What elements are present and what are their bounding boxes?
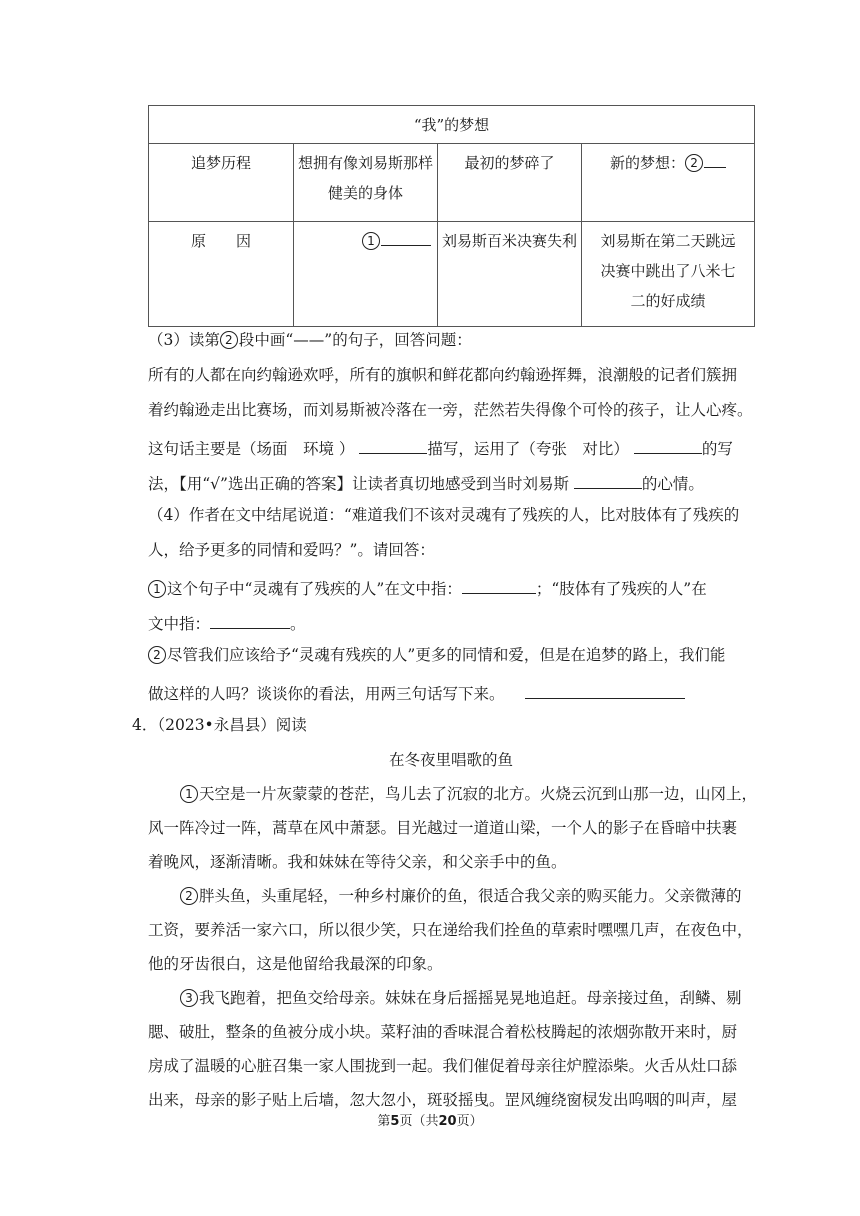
answer-blank[interactable] <box>210 610 290 629</box>
passage-line: 着晚风，逐渐清晰。我和妹妹在等待父亲，和父亲手中的鱼。 <box>148 853 567 871</box>
q3-text: 法，【用“√”选出正确的答案】让读者真切地感受到当时刘易斯 <box>148 475 569 493</box>
cell-text: 决赛中跳出了八米七 <box>600 262 736 280</box>
q3-fill-line <box>148 435 754 459</box>
q3-text: 描写，运用了（夸张 对比） <box>427 440 629 458</box>
q4-text: 文中指： <box>148 615 211 633</box>
passage-line: 风一阵冷过一阵，蒿草在风中萧瑟。目光越过一道道山梁，一个人的影子在昏暗中扶裹 <box>148 819 738 837</box>
page-total: 20 <box>438 1114 457 1129</box>
circled-number-3: 3 <box>180 989 198 1007</box>
passage-text: 天空是一片灰蒙蒙的苍茫，鸟儿去了沉寂的北方。火烧云沉到山那一边，山冈上， <box>199 785 758 803</box>
q3-quote-line: 所有的人都在向约翰逊欢呼，所有的旗帜和鲜花都向约翰逊挥舞，浪潮般的记者们簇拥 <box>148 366 738 384</box>
q4-prompt: 人，给予更多的同情和爱吗？”。请回答： <box>148 541 435 559</box>
question-4-heading: 4．（2023•永昌县）阅读 <box>132 716 307 734</box>
page-number: 5 <box>390 1114 400 1129</box>
cell-reason-1 <box>294 222 438 327</box>
cell-text: 刘易斯在第二天跳远 <box>600 232 736 250</box>
cell-text: 二的好成绩 <box>630 292 706 310</box>
q3-prompt <box>148 330 754 350</box>
passage-line: 出来，母亲的影子贴上后墙，忽大忽小，斑驳摇曳。罡风缠绕窗棂发出呜咽的叫声，屋 <box>148 1091 738 1109</box>
passage-line: 房成了温暖的心脏召集一家人围拢到一起。我们催促着母亲往炉膛添柴。火舌从灶口舔 <box>148 1057 738 1075</box>
q4-text: ；“肢体有了残疾的人”在 <box>535 580 707 598</box>
q3-text: 这句话主要是（场面 环境 ） <box>148 440 355 458</box>
cell-dream-broken: 最初的梦碎了 <box>438 144 582 222</box>
dream-table <box>148 105 755 327</box>
cell-new-dream <box>582 144 755 222</box>
cell-reason-3 <box>582 222 755 327</box>
passage-line: 腮、破肚，整条的鱼被分成小块。菜籽油的香味混合着松枝腾起的浓烟弥散开来时，厨 <box>148 1023 738 1041</box>
page-footer <box>0 1110 860 1129</box>
table-title: “我”的梦想 <box>149 106 755 144</box>
answer-blank[interactable] <box>525 680 685 699</box>
circled-number-1: 1 <box>180 785 198 803</box>
q4-prompt: （4）作者在文中结尾说道：“难道我们不该对灵魂有了残疾的人，比对肢体有了残疾的 <box>148 506 740 524</box>
q4-sub2-cont <box>148 680 754 704</box>
cell-text: 新的梦想： <box>610 154 686 172</box>
circled-number-1: 1 <box>362 232 380 250</box>
answer-blank[interactable] <box>462 575 536 594</box>
answer-blank[interactable] <box>704 149 726 168</box>
footer-text: 页） <box>456 1114 483 1129</box>
passage-line <box>180 784 786 804</box>
q4-text: 这个句子中“灵魂有了残疾的人”在文中指： <box>167 580 462 598</box>
q4-text: 。 <box>290 615 306 633</box>
passage-line: 他的牙齿很白，这是他留给我最深的印象。 <box>148 955 443 973</box>
answer-blank[interactable] <box>574 470 642 489</box>
cell-dream-body <box>294 144 438 222</box>
footer-text: 页（共 <box>399 1114 439 1129</box>
answer-blank[interactable] <box>381 227 431 246</box>
passage-text: 胖头鱼，头重尾轻，一种乡村廉价的鱼，很适合我父亲的购买能力。父亲微薄的 <box>199 887 742 905</box>
passage-line <box>180 988 786 1008</box>
q3-text: 的写 <box>701 440 733 458</box>
cell-text: 想拥有像刘易斯那样 <box>298 154 434 172</box>
cell-reason-2: 刘易斯百米决赛失利 <box>438 222 582 327</box>
circled-number-2: 2 <box>148 646 166 664</box>
passage-line: 工资，要养活一家六口，所以很少笑，只在递给我们拴鱼的草索时嘿嘿几声，在夜色中， <box>148 921 753 939</box>
passage-line <box>180 886 786 906</box>
cell-text: 健美的身体 <box>327 184 403 202</box>
passage-title: 在冬夜里唱歌的鱼 <box>388 751 513 769</box>
footer-text: 第 <box>377 1114 391 1129</box>
q3-text: （3）读第 <box>148 331 220 349</box>
passage-text: 我飞跑着，把鱼交给母亲。妹妹在身后摇摇晃晃地追赶。母亲接过鱼，刮鳞、剔 <box>199 989 742 1007</box>
circled-number-2: 2 <box>685 154 703 172</box>
answer-blank[interactable] <box>634 435 702 454</box>
circled-number-2: 2 <box>180 887 198 905</box>
q4-text: 尽管我们应该给予“灵魂有残疾的人”更多的同情和爱，但是在追梦的路上，我们能 <box>167 646 726 664</box>
circled-number-2: 2 <box>220 331 238 349</box>
row-header-reason: 原 因 <box>149 222 294 327</box>
q4-sub1 <box>148 575 754 599</box>
q3-quote-line: 着约翰逊走出比赛场，而刘易斯被冷落在一旁，茫然若失得像个可怜的孩子，让人心疼。 <box>148 401 753 419</box>
q3-fill-line <box>148 470 754 494</box>
q4-sub1-cont <box>148 610 754 634</box>
row-header-journey: 追梦历程 <box>149 144 294 222</box>
answer-blank[interactable] <box>359 435 427 454</box>
q3-text: 段中画“——”的句子，回答问题： <box>238 331 472 349</box>
q4-sub2 <box>148 645 754 665</box>
q4-text: 做这样的人吗？谈谈你的看法，用两三句话写下来。 <box>148 685 505 703</box>
q3-text: 的心情。 <box>641 475 704 493</box>
circled-number-1: 1 <box>148 580 166 598</box>
